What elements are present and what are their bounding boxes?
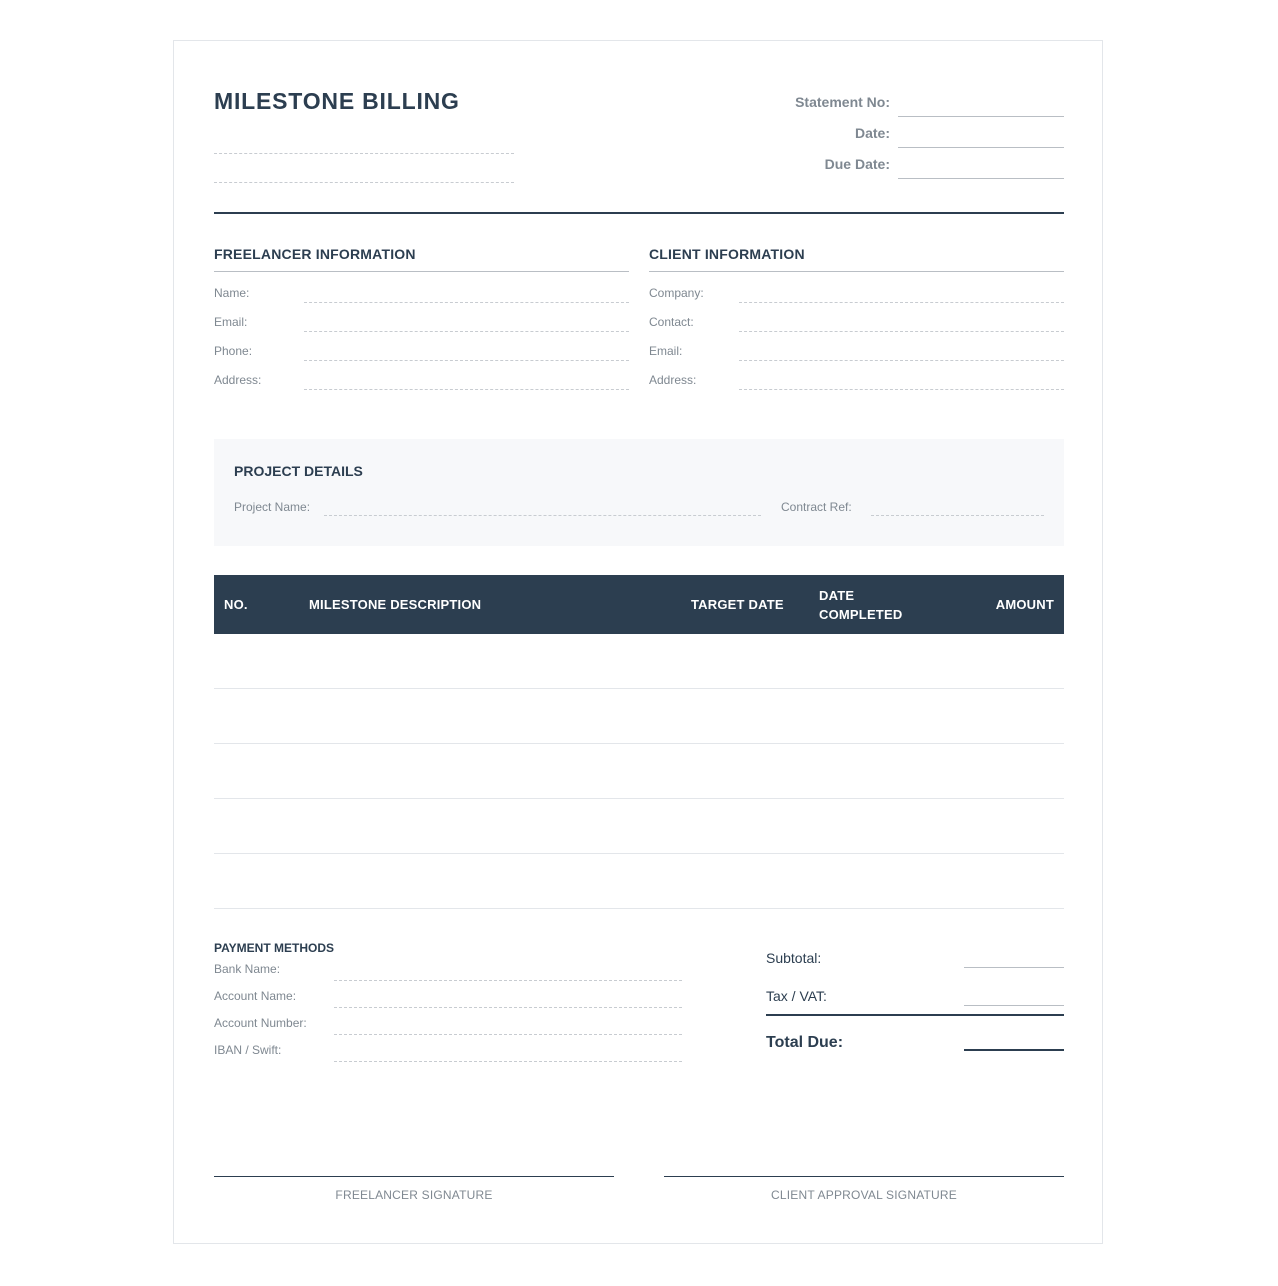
table-row[interactable] bbox=[214, 689, 1064, 744]
bank-name-label: Bank Name: bbox=[214, 962, 281, 976]
freelancer-info bbox=[214, 246, 629, 388]
tax-vat-label: Tax / VAT: bbox=[766, 988, 827, 1004]
milestone-table bbox=[214, 575, 1064, 909]
project-details-title: PROJECT DETAILS bbox=[234, 463, 363, 479]
client-address-field[interactable] bbox=[739, 389, 1064, 390]
freelancer-name-label: Name: bbox=[214, 286, 250, 300]
statement-no-label: Statement No: bbox=[795, 94, 890, 110]
client-email-row bbox=[649, 330, 1064, 359]
col-target-date-header: TARGET DATE bbox=[691, 597, 784, 612]
statement-meta bbox=[764, 93, 1064, 186]
account-name-field[interactable] bbox=[334, 1007, 682, 1008]
client-company-row bbox=[649, 272, 1064, 301]
freelancer-address-row bbox=[214, 359, 629, 388]
table-row[interactable] bbox=[214, 634, 1064, 689]
client-address-row bbox=[649, 359, 1064, 388]
contract-ref-field[interactable] bbox=[871, 515, 1044, 516]
freelancer-signature-line[interactable] bbox=[214, 1176, 614, 1202]
col-description-header: MILESTONE DESCRIPTION bbox=[309, 597, 482, 612]
due-date-row bbox=[764, 155, 1064, 186]
iban-swift-row bbox=[214, 1036, 682, 1063]
account-number-row bbox=[214, 1009, 682, 1036]
totals-divider bbox=[766, 1014, 1064, 1016]
document-title: MILESTONE BILLING bbox=[214, 88, 460, 114]
freelancer-address-label: Address: bbox=[214, 373, 262, 387]
statement-no-row bbox=[764, 93, 1064, 124]
project-details-panel bbox=[214, 439, 1064, 546]
client-contact-row bbox=[649, 301, 1064, 330]
due-date-label: Due Date: bbox=[824, 156, 890, 172]
client-info bbox=[649, 246, 1064, 388]
tax-vat-field[interactable] bbox=[964, 1005, 1064, 1006]
sheet-content bbox=[214, 41, 1064, 1243]
client-email-label: Email: bbox=[649, 344, 683, 358]
statement-no-field[interactable] bbox=[898, 116, 1064, 117]
col-date-completed-line1: DATE bbox=[819, 587, 855, 603]
table-row[interactable] bbox=[214, 799, 1064, 854]
company-address-line[interactable] bbox=[214, 182, 514, 183]
client-info-title: CLIENT INFORMATION bbox=[649, 246, 1064, 272]
freelancer-email-row bbox=[214, 301, 629, 330]
bank-name-row bbox=[214, 955, 682, 982]
total-due-field[interactable] bbox=[964, 1049, 1064, 1051]
freelancer-email-label: Email: bbox=[214, 315, 248, 329]
header-divider bbox=[214, 212, 1064, 214]
date-row bbox=[764, 124, 1064, 155]
date-field[interactable] bbox=[898, 147, 1064, 148]
payment-methods-title: PAYMENT METHODS bbox=[214, 941, 335, 955]
table-header bbox=[214, 575, 1064, 634]
client-signature-label: CLIENT APPROVAL SIGNATURE bbox=[771, 1188, 957, 1202]
client-company-label: Company: bbox=[649, 286, 704, 300]
account-number-field[interactable] bbox=[334, 1034, 682, 1035]
freelancer-signature-label: FREELANCER SIGNATURE bbox=[335, 1188, 493, 1202]
freelancer-phone-row bbox=[214, 330, 629, 359]
iban-swift-label: IBAN / Swift: bbox=[214, 1043, 282, 1057]
account-name-row bbox=[214, 982, 682, 1009]
col-no-header: NO. bbox=[224, 597, 248, 612]
table-row[interactable] bbox=[214, 854, 1064, 909]
col-date-completed-line2: COMPLETED bbox=[819, 606, 903, 622]
bank-name-field[interactable] bbox=[334, 980, 682, 981]
iban-swift-field[interactable] bbox=[334, 1061, 682, 1062]
freelancer-phone-label: Phone: bbox=[214, 344, 253, 358]
account-number-label: Account Number: bbox=[214, 1016, 307, 1030]
col-amount-header: AMOUNT bbox=[995, 597, 1054, 612]
col-date-completed-header bbox=[819, 575, 902, 634]
freelancer-name-row bbox=[214, 272, 629, 301]
client-contact-label: Contact: bbox=[649, 315, 694, 329]
subtotal-label: Subtotal: bbox=[766, 950, 822, 966]
subtotal-field[interactable] bbox=[964, 967, 1064, 968]
account-name-label: Account Name: bbox=[214, 989, 297, 1003]
freelancer-info-title: FREELANCER INFORMATION bbox=[214, 246, 629, 272]
project-name-field[interactable] bbox=[324, 515, 761, 516]
project-name-label: Project Name: bbox=[234, 500, 311, 514]
freelancer-address-field[interactable] bbox=[304, 389, 629, 390]
due-date-field[interactable] bbox=[898, 178, 1064, 179]
table-row[interactable] bbox=[214, 744, 1064, 799]
payment-methods bbox=[214, 941, 682, 1063]
company-name-line[interactable] bbox=[214, 153, 514, 154]
billing-sheet bbox=[173, 40, 1103, 1244]
contract-ref-label: Contract Ref: bbox=[781, 500, 852, 514]
client-signature-line[interactable] bbox=[664, 1176, 1064, 1202]
total-due-label: Total Due: bbox=[766, 1034, 844, 1051]
client-address-label: Address: bbox=[649, 373, 697, 387]
date-label: Date: bbox=[854, 125, 890, 141]
